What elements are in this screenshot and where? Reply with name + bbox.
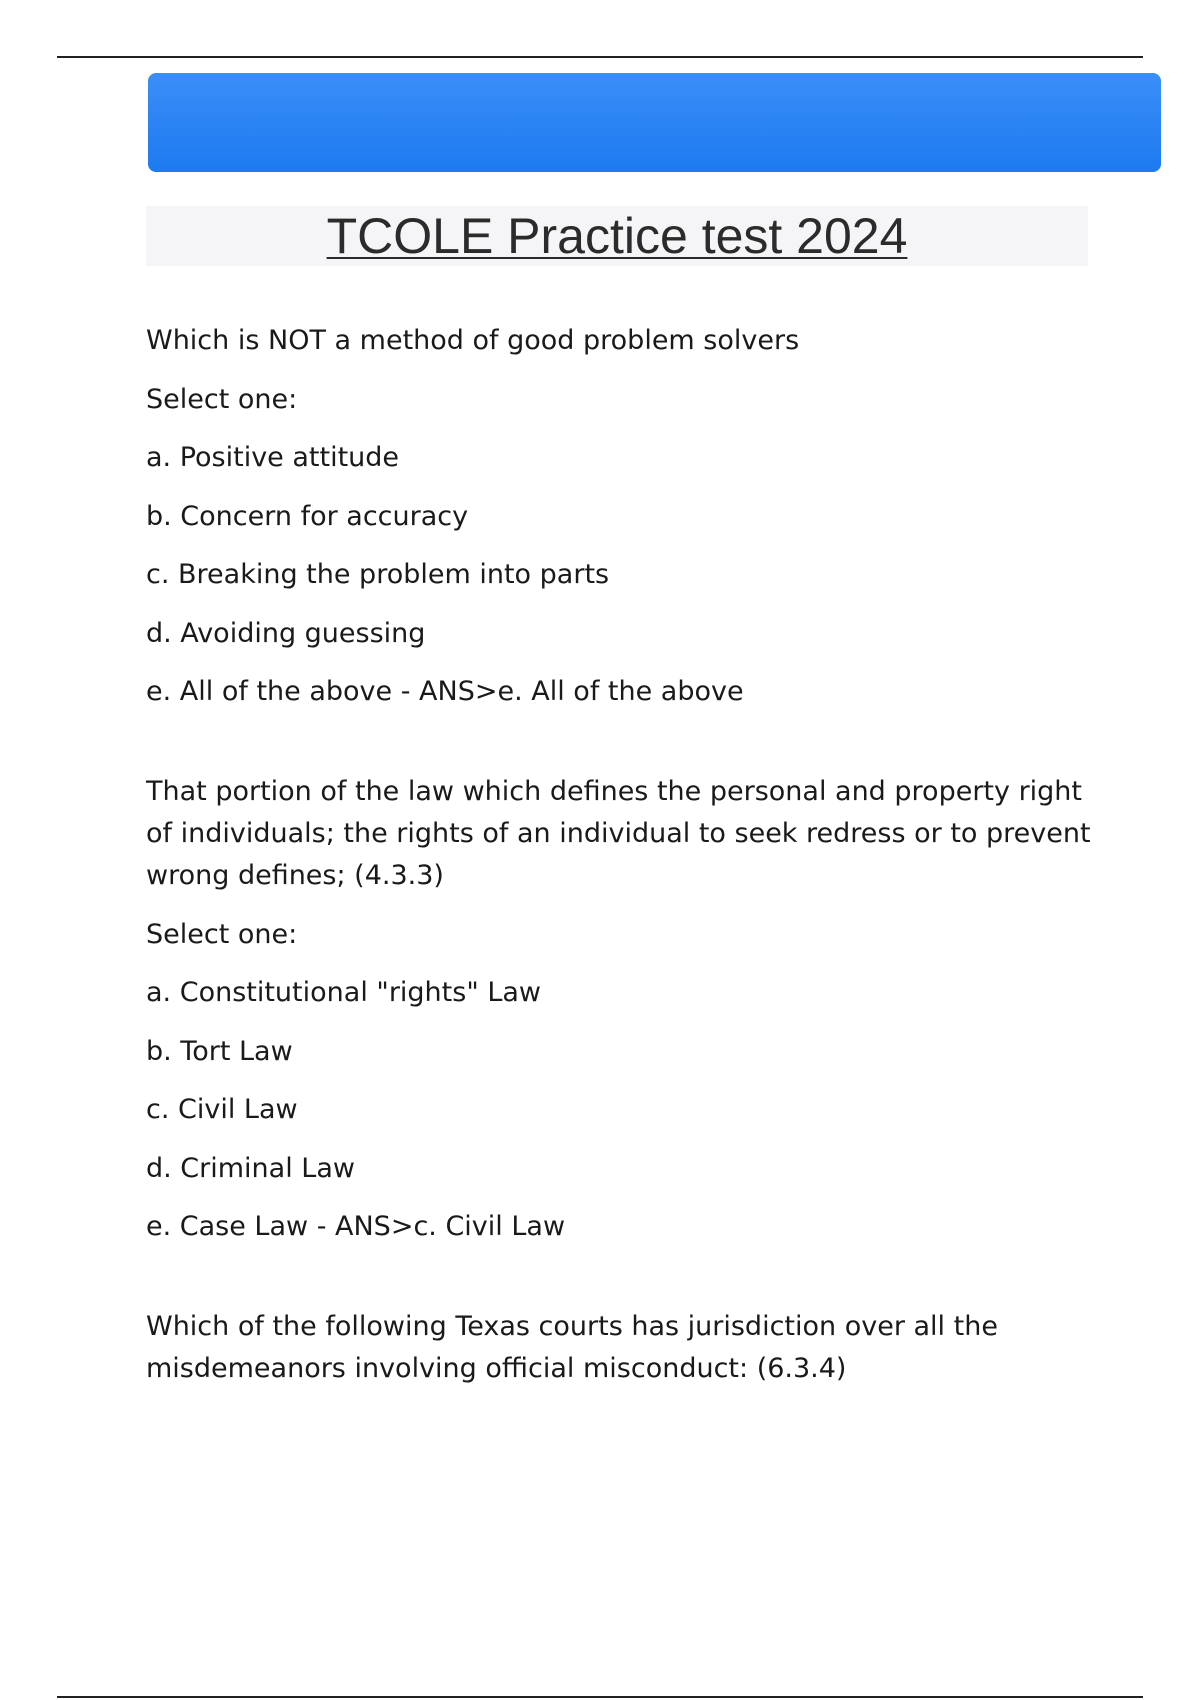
select-prompt: Select one: xyxy=(146,918,298,950)
document-title: TCOLE Practice test 2024 xyxy=(326,208,908,264)
option-c: c. Breaking the problem into parts xyxy=(146,559,610,590)
option-b: b. Tort Law xyxy=(146,1035,293,1067)
question-3 xyxy=(146,1306,1106,1390)
question-1 xyxy=(146,320,1106,713)
bottom-rule xyxy=(57,1696,1143,1698)
option-a: a. Positive attitude xyxy=(146,442,400,473)
question-stem: Which of the following Texas courts has jurisdiction over all the misdemeanors involving official misconduct: (6.3.4) xyxy=(146,1311,998,1384)
select-prompt: Select one: xyxy=(146,383,298,415)
header-banner xyxy=(148,73,1161,172)
option-b: b. Concern for accuracy xyxy=(146,500,469,532)
option-c: c. Civil Law xyxy=(146,1094,298,1125)
question-stem: Which is NOT a method of good problem solvers xyxy=(146,325,800,356)
title-box xyxy=(146,206,1088,266)
option-e-answer: e. All of the above - ANS>e. All of the above xyxy=(146,676,744,707)
question-list xyxy=(146,320,1106,1407)
option-e-answer: e. Case Law - ANS>c. Civil Law xyxy=(146,1211,566,1242)
option-d: d. Avoiding guessing xyxy=(146,617,426,649)
question-stem: That portion of the law which defines the personal and property right of individuals; the rights of an individual to seek redress or to prevent wrong defines; (4.3.3) xyxy=(146,776,1091,891)
option-d: d. Criminal Law xyxy=(146,1152,355,1184)
option-a: a. Constitutional "rights" Law xyxy=(146,977,541,1008)
question-2 xyxy=(146,771,1106,1248)
top-rule xyxy=(57,56,1143,58)
